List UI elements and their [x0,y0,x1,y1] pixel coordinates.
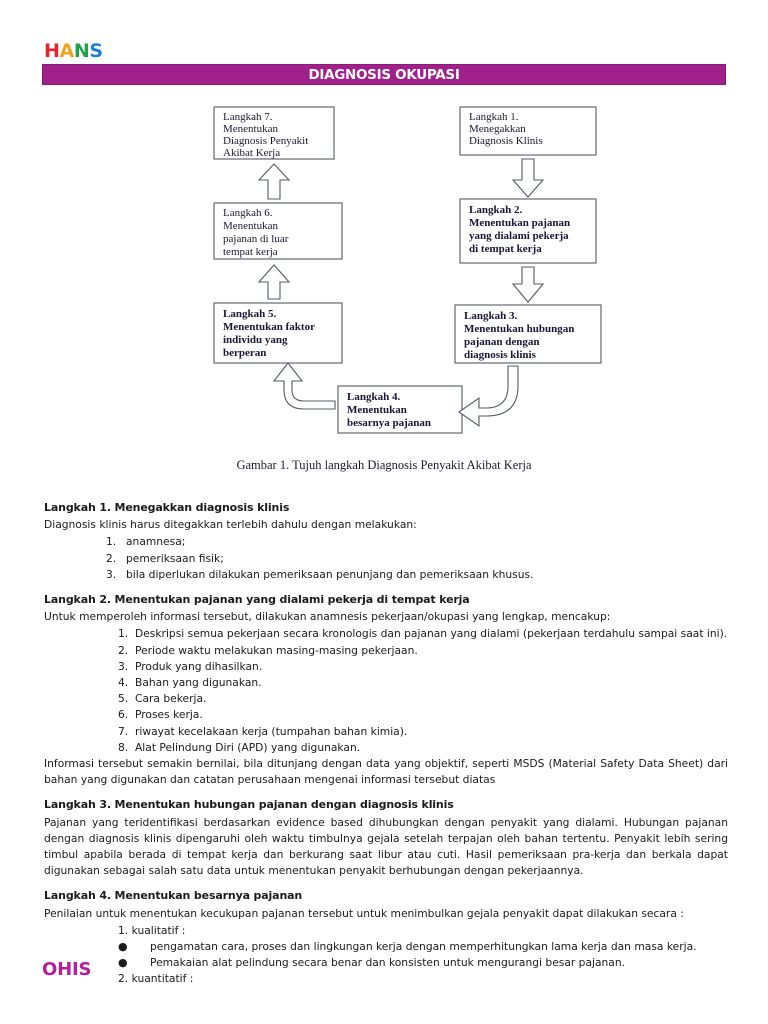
list-item [44,626,728,642]
section-langkah4 [44,888,728,987]
svg-text:Langkah 3.: Langkah 3. [464,310,518,322]
svg-text:pajanan dengan: pajanan dengan [464,336,540,348]
list-item [44,643,728,659]
svg-text:Langkah 2.: Langkah 2. [469,204,523,216]
list-text: riwayat kecelakaan kerja (tumpahan bahan kimia). [135,724,408,738]
section-langkah4-intro: Penilaian untuk menentukan kecukupan pajanan tersebut untuk menimbulkan gejala penyakit dapat dilakukan secara : [44,906,684,920]
list-item [44,691,728,707]
list-text: bila diperlukan dilakukan pemeriksaan penunjang dan pemeriksaan khusus. [126,567,534,581]
arrow-step1-to-step2 [513,159,543,197]
list-marker: 1. [106,535,117,549]
list-item [44,939,728,955]
section-langkah1-intro: Diagnosis klinis harus ditegakkan terlebih dahulu dengan melakukan: [44,518,417,532]
list-item [44,659,728,675]
ohis-logo: OHIS [42,959,92,980]
list-text: Cara bekerja. [135,692,207,706]
svg-text:Diagnosis Penyakit: Diagnosis Penyakit [223,135,309,147]
list-item [44,534,728,550]
section-langkah1 [44,500,728,583]
list-marker: 6. [118,708,129,722]
list-text: Periode waktu melakukan masing-masing pekerjaan. [135,643,418,657]
list-text: Bahan yang digunakan. [135,676,262,690]
list-item [44,724,728,740]
bullet-icon: ● [118,940,128,954]
svg-text:berperan: berperan [223,347,267,359]
document-body [44,500,728,997]
svg-text:Menentukan pajanan: Menentukan pajanan [469,217,571,229]
svg-text:tempat kerja: tempat kerja [223,246,278,258]
list-item [44,955,728,971]
section-langkah4-bullets [44,939,728,971]
list-marker: 5. [118,692,129,706]
list-text: pemeriksaan fisik; [126,551,224,565]
svg-text:Langkah 4.: Langkah 4. [347,391,401,403]
svg-text:yang dialami pekerja: yang dialami pekerja [469,230,569,242]
section-langkah3-heading: Langkah 3. Menentukan hubungan pajanan dengan diagnosis klinis [44,798,454,812]
list-marker: 3. [118,659,129,673]
figure-caption: Gambar 1. Tujuh langkah Diagnosis Penyakit Akibat Kerja [236,458,532,472]
svg-text:Diagnosis Klinis: Diagnosis Klinis [469,135,543,147]
list-marker: 1. [118,627,129,641]
section-langkah4-sub-kuantitatif: 2. kuantitatif : [118,972,194,986]
flowchart-diagram [42,98,726,458]
list-text: Proses kerja. [135,708,203,722]
bullet-icon: ● [118,956,128,970]
svg-text:di tempat kerja: di tempat kerja [469,243,542,255]
section-langkah4-sub-kualitatif: 1. kualitatif : [118,923,186,937]
svg-text:Menentukan hubungan: Menentukan hubungan [464,323,575,335]
svg-text:besarnya pajanan: besarnya pajanan [347,417,432,429]
list-item [44,675,728,691]
section-langkah1-list [44,534,728,583]
list-text: anamnesa; [126,535,186,549]
list-text: Deskripsi semua pekerjaan secara kronologis dan pajanan yang dialami (pekerjaan terdahulu sampai saat ini). [135,627,728,641]
list-item [44,567,728,583]
svg-text:pajanan di luar: pajanan di luar [223,233,289,245]
svg-text:Langkah 7.: Langkah 7. [223,111,273,123]
svg-text:individu yang: individu yang [223,334,288,346]
page-title-bar [42,64,726,85]
list-marker: 8. [118,740,129,754]
section-langkah3 [44,797,728,879]
section-langkah2-heading: Langkah 2. Menentukan pajanan yang dialami pekerja di tempat kerja [44,593,470,607]
svg-text:Menentukan: Menentukan [223,220,278,232]
list-marker: 4. [118,676,129,690]
logo-letter-h: H [44,40,60,62]
section-langkah2-outro: Informasi tersebut semakin bernilai, bila ditunjang dengan data yang objektif, seperti MSDS (Material Safety Data Sheet) dari bahan yang digunakan dan catatan perusahaan mengenai informasi tersebut diatas [44,757,728,787]
section-langkah4-heading: Langkah 4. Menentukan besarnya pajanan [44,889,303,903]
list-text: Pemakaian alat pelindung secara benar dan konsisten untuk mengurangi besar pajanan. [150,956,626,970]
svg-text:Akibat Kerja: Akibat Kerja [223,147,281,159]
section-langkah3-paragraph: Pajanan yang teridentifikasi berdasarkan evidence based dihubungkan dengan penyakit yang dialami. Hubungan pajanan dengan diagnosis klinis dipengaruhi oleh waktu timbulnya gejala setelah terpajan oleh bahan tertentu. Penyakit lebih sering timbul apabila berada di tempat kerja dan berkurang saat libur atau cuti. Hasil pemeriksaan pra-kerja dan berkala dapat digunakan sebagai salah satu data untuk menentukan penyakit berhubungan dengan pekerjaannya. [44,815,728,878]
list-marker: 3. [106,567,117,581]
logo-letter-n: N [73,40,90,62]
list-text: Alat Pelindung Diri (APD) yang digunakan. [135,740,361,754]
svg-text:Menentukan: Menentukan [223,123,278,135]
list-marker: 2. [118,643,129,657]
arrow-step3-to-step4 [459,366,518,426]
svg-text:diagnosis klinis: diagnosis klinis [464,349,536,361]
arrow-step4-to-step5 [274,363,335,409]
page-title: DIAGNOSIS OKUPASI [308,66,460,83]
arrow-step2-to-step3 [513,267,543,302]
svg-text:Langkah 6.: Langkah 6. [223,207,273,219]
list-text: pengamatan cara, proses dan lingkungan kerja dengan memperhitungkan lama kerja dan masa kerja. [150,940,697,954]
section-langkah2-intro: Untuk memperoleh informasi tersebut, dilakukan anamnesis pekerjaan/okupasi yang lengkap, mencakup: [44,610,611,624]
svg-text:Langkah 5.: Langkah 5. [223,308,277,320]
list-item [44,551,728,567]
list-marker: 7. [118,724,129,738]
list-text: Produk yang dihasilkan. [135,659,263,673]
svg-text:Langkah 1.: Langkah 1. [469,111,519,123]
list-marker: 2. [106,551,117,565]
logo-letter-s: S [89,40,103,62]
list-item [44,740,728,756]
arrow-step5-to-step6 [259,265,289,299]
arrow-step6-to-step7 [259,164,289,199]
svg-text:Menentukan: Menentukan [347,404,407,416]
svg-text:Menentukan faktor: Menentukan faktor [223,321,315,333]
list-item [44,707,728,723]
section-langkah1-heading: Langkah 1. Menegakkan diagnosis klinis [44,501,290,514]
section-langkah2 [44,592,728,788]
svg-text:Menegakkan: Menegakkan [469,123,526,135]
hans-logo [44,42,103,61]
section-langkah2-list [44,626,728,756]
logo-letter-a: A [59,40,74,62]
